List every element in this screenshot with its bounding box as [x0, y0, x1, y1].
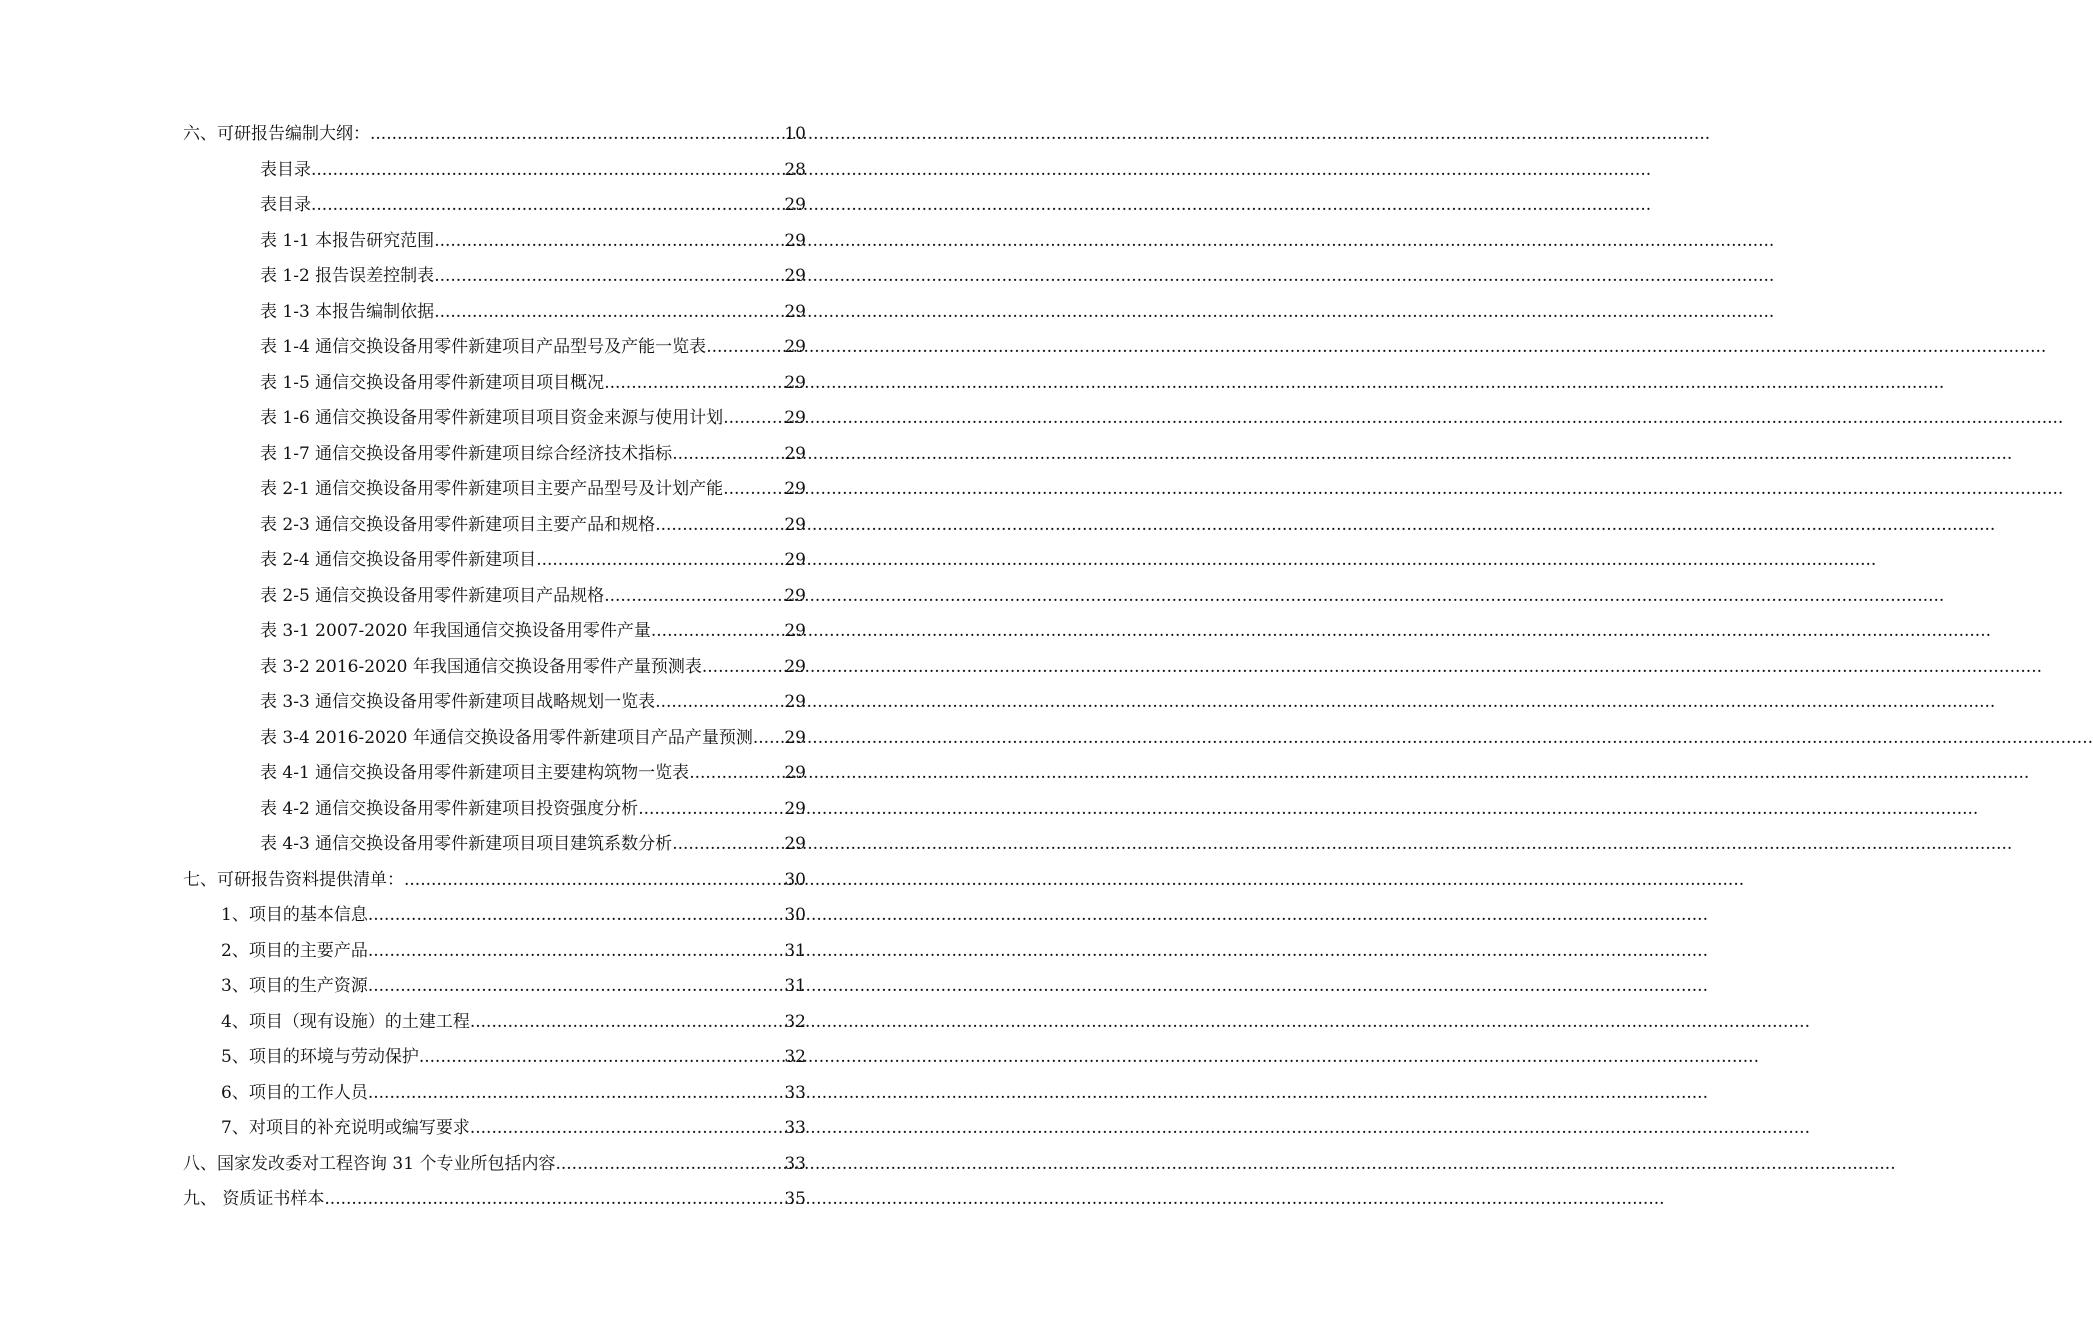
toc-entry[interactable] [0, 508, 950, 544]
toc-leader [311, 153, 784, 189]
toc-leader [434, 224, 784, 260]
toc-entry[interactable] [0, 1182, 950, 1218]
toc-leader [434, 259, 784, 295]
toc-entry[interactable] [0, 1040, 950, 1076]
toc-entry-page: 32 [784, 1011, 806, 1032]
toc-entry-label: 表 1-4 通信交换设备用零件新建项目产品型号及产能一览表 [260, 337, 707, 357]
toc-entry-page: 29 [784, 550, 806, 570]
toc-entry[interactable] [0, 543, 950, 579]
toc-entry-label: 表 1-2 报告误差控制表 [260, 266, 435, 286]
toc-entry-page: 29 [784, 692, 806, 712]
toc-leader [638, 792, 784, 828]
toc-entry-label: 表目录 [260, 159, 311, 180]
toc-entry-label: 2、项目的主要产品 [221, 940, 368, 961]
toc-entry-page: 29 [784, 763, 806, 783]
toc-leader [604, 579, 784, 615]
toc-entry[interactable] [0, 579, 950, 615]
toc-leader [604, 366, 784, 402]
toc-leader [368, 934, 785, 970]
toc-entry-page: 29 [784, 479, 806, 499]
toc-entry-label: 5、项目的环境与劳动保护 [221, 1047, 419, 1067]
toc-leader [702, 650, 785, 686]
toc-leader [723, 472, 784, 508]
toc-entry[interactable] [0, 401, 950, 437]
toc-entry[interactable] [0, 721, 950, 757]
toc-entry-page: 29 [784, 372, 806, 393]
toc-leader [368, 1076, 785, 1112]
toc-entry-page: 29 [784, 266, 806, 286]
toc-leader [706, 330, 784, 366]
toc-entry-label: 九、 资质证书样本 [183, 1189, 325, 1209]
toc-leader [419, 1040, 785, 1076]
toc-entry-label: 表 1-1 本报告研究范围 [260, 230, 435, 251]
toc-leader [368, 898, 785, 934]
toc-entry[interactable] [0, 153, 950, 189]
toc-entry-page: 33 [784, 1082, 806, 1103]
toc-leader [324, 1182, 784, 1218]
toc-entry-label: 表 1-5 通信交换设备用零件新建项目项目概况 [260, 372, 605, 393]
toc-entry[interactable] [0, 898, 950, 934]
toc-leader [655, 685, 784, 721]
toc-entry[interactable] [0, 366, 950, 402]
toc-entry-page: 29 [784, 408, 806, 428]
toc-entry-label: 八、国家发改委对工程咨询 31 个专业所包括内容 [183, 1153, 556, 1174]
toc-entry-page: 29 [784, 301, 806, 322]
toc-entry-page: 32 [784, 1047, 806, 1067]
toc-entry-page: 31 [784, 940, 806, 961]
toc-entry-page: 30 [784, 869, 806, 890]
toc-entry[interactable] [0, 1111, 950, 1147]
toc-entry-label: 表 4-1 通信交换设备用零件新建项目主要建构筑物一览表 [260, 763, 690, 783]
toc-entry[interactable] [0, 295, 950, 331]
toc-entry[interactable] [0, 437, 950, 473]
toc-entry-page: 33 [784, 1118, 806, 1138]
toc-entry-page: 29 [784, 727, 806, 748]
toc-leader [470, 1111, 785, 1147]
toc-leader [651, 614, 785, 650]
toc-entry-page: 29 [784, 834, 806, 854]
toc-entry-label: 表目录 [260, 195, 311, 215]
toc-leader [370, 117, 784, 153]
toc-entry[interactable] [0, 117, 950, 153]
toc-entry-label: 表 1-3 本报告编制依据 [260, 301, 435, 322]
toc-entry-label: 7、对项目的补充说明或编写要求 [221, 1118, 470, 1138]
toc-entry-page: 10 [784, 124, 806, 144]
toc-leader [404, 863, 784, 899]
toc-entry-label: 表 3-1 2007-2020 年我国通信交换设备用零件产量 [260, 621, 651, 641]
toc-entry-label: 表 2-1 通信交换设备用零件新建项目主要产品型号及计划产能 [260, 479, 724, 499]
toc-leader [672, 827, 784, 863]
toc-entry-label: 表 1-7 通信交换设备用零件新建项目综合经济技术指标 [260, 443, 673, 464]
toc-entry-label: 表 2-4 通信交换设备用零件新建项目 [260, 550, 537, 570]
toc-entry[interactable] [0, 792, 950, 828]
toc-entry-label: 表 2-5 通信交换设备用零件新建项目产品规格 [260, 585, 605, 606]
toc-entry-label: 表 3-2 2016-2020 年我国通信交换设备用零件产量预测表 [260, 656, 702, 677]
toc-leader [555, 1147, 784, 1183]
toc-leader [311, 188, 784, 224]
toc-entry-page: 29 [784, 585, 806, 606]
toc-entry[interactable] [0, 650, 950, 686]
toc-entry[interactable] [0, 863, 950, 899]
toc-entry[interactable] [0, 934, 950, 970]
toc-leader [434, 295, 784, 331]
toc-entry[interactable] [0, 259, 950, 295]
toc-entry[interactable] [0, 1076, 950, 1112]
toc-entry-label: 4、项目（现有设施）的土建工程 [221, 1011, 470, 1032]
toc-entry-page: 33 [784, 1153, 806, 1174]
toc-entry[interactable] [0, 756, 950, 792]
toc-entry-page: 29 [784, 621, 806, 641]
toc-leader [689, 756, 784, 792]
toc-entry[interactable] [0, 827, 950, 863]
toc-entry-label: 表 4-2 通信交换设备用零件新建项目投资强度分析 [260, 798, 639, 819]
toc-entry[interactable] [0, 224, 950, 260]
toc-entry[interactable] [0, 330, 950, 366]
toc-leader [672, 437, 784, 473]
toc-entry-page: 31 [784, 976, 806, 996]
toc-entry[interactable] [0, 614, 950, 650]
toc-entry-page: 30 [784, 905, 806, 925]
toc-entry-page: 29 [784, 656, 806, 677]
toc-entry-label: 表 3-4 2016-2020 年通信交换设备用零件新建项目产品产量预测 [260, 727, 753, 748]
toc-entry-label: 六、可研报告编制大纲： [183, 124, 370, 144]
toc-entry-label: 1、项目的基本信息 [221, 905, 368, 925]
toc-entry[interactable] [0, 472, 950, 508]
toc-entry-page: 29 [784, 195, 806, 215]
toc-entry-label: 6、项目的工作人员 [221, 1082, 368, 1103]
toc-entry-label: 七、可研报告资料提供清单： [183, 869, 404, 890]
toc-entry-page: 29 [784, 443, 806, 464]
toc-entry[interactable] [0, 685, 950, 721]
toc-entry-page: 28 [784, 159, 806, 180]
toc-entry-label: 表 3-3 通信交换设备用零件新建项目战略规划一览表 [260, 692, 656, 712]
toc-entry-label: 3、项目的生产资源 [221, 976, 368, 996]
toc-leader [536, 543, 784, 579]
toc-entry-label: 表 1-6 通信交换设备用零件新建项目项目资金来源与使用计划 [260, 408, 724, 428]
toc-entry[interactable] [0, 1005, 950, 1041]
toc-leader [368, 969, 785, 1005]
toc-entry-page: 35 [784, 1189, 806, 1209]
toc-entry-page: 29 [784, 514, 806, 535]
toc-entry[interactable] [0, 188, 950, 224]
toc-entry-page: 29 [784, 337, 806, 357]
toc-leader [723, 401, 784, 437]
toc-entry-label: 表 4-3 通信交换设备用零件新建项目项目建筑系数分析 [260, 834, 673, 854]
toc-leader [655, 508, 784, 544]
toc-entry-page: 29 [784, 230, 806, 251]
toc-entry[interactable] [0, 969, 950, 1005]
toc-leader [470, 1005, 785, 1041]
toc-entry[interactable] [0, 1147, 950, 1183]
table-of-contents [0, 117, 950, 1218]
toc-entry-page: 29 [784, 798, 806, 819]
toc-leader [753, 721, 785, 757]
toc-entry-label: 表 2-3 通信交换设备用零件新建项目主要产品和规格 [260, 514, 656, 535]
